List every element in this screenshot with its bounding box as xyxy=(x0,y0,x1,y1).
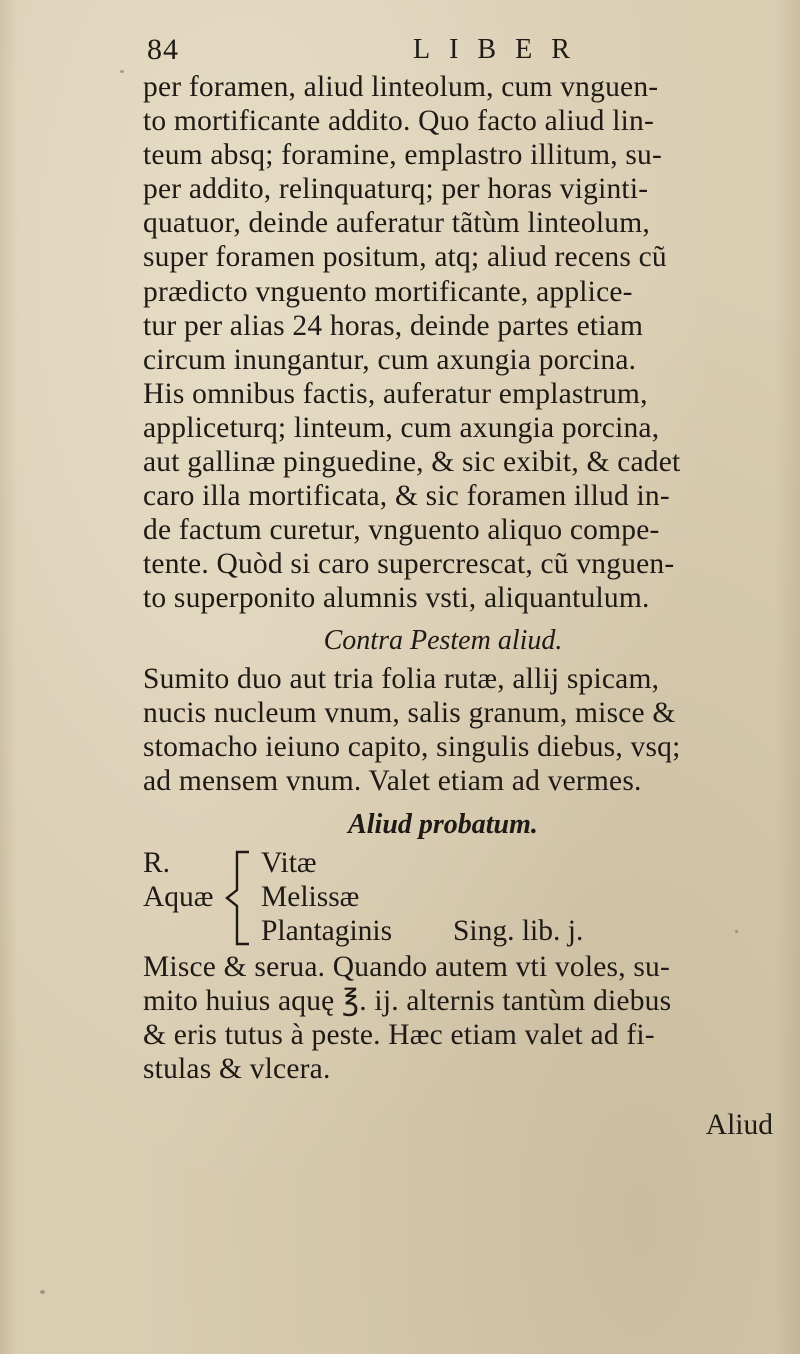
text-line: to mortificante addito. Quo facto aliud lin- xyxy=(143,105,654,138)
brace-icon xyxy=(223,850,253,946)
recipe-ingredient: Vitæ xyxy=(261,846,317,879)
text-line: to superponito alumnis vsti, aliquantulum. xyxy=(143,582,650,615)
paragraph-treatment xyxy=(143,70,783,616)
recipe-base: Aquæ xyxy=(143,880,214,913)
text-line: teum absq; foramine, emplastro illitum, su- xyxy=(143,139,663,172)
paragraph-instructions xyxy=(143,950,783,1086)
page-number: 84 xyxy=(147,33,179,66)
text-line: tur per alias 24 horas, deinde partes etiam xyxy=(143,309,644,342)
text-line: stomacho ieiuno capito, singulis diebus, vsq; xyxy=(143,730,681,763)
recipe-symbol: R. xyxy=(143,846,171,879)
text-line: Sumito duo aut tria folia rutæ, allij spicam, xyxy=(143,662,660,695)
paper-speck xyxy=(735,930,738,933)
text-line: prædicto vnguento mortificante, applice- xyxy=(143,275,633,308)
section-heading-contra-pestem: Contra Pestem aliud. xyxy=(323,624,563,656)
text-line: nucis nucleum vnum, salis granum, misce & xyxy=(143,696,676,729)
running-title: LIBER xyxy=(413,34,589,65)
text-line: & eris tutus à peste. Hæc etiam valet ad fi- xyxy=(143,1019,655,1052)
paragraph-remedy xyxy=(143,662,783,798)
text-line: per addito, relinquaturq; per horas viginti- xyxy=(143,173,649,206)
text-line: de factum curetur, vnguento aliquo compe- xyxy=(143,514,660,547)
text-line: ad mensem vnum. Valet etiam ad vermes. xyxy=(143,764,642,797)
text-line: per foramen, aliud linteolum, cum vnguen- xyxy=(143,71,659,103)
recipe-block xyxy=(143,846,783,950)
section-heading-aliud-probatum: Aliud probatum. xyxy=(348,808,538,840)
recipe-ingredient: Melissæ xyxy=(261,880,360,913)
running-head xyxy=(143,30,783,70)
book-page xyxy=(143,30,783,1142)
text-line: quatuor, deinde auferatur tãtùm linteolum, xyxy=(143,207,650,240)
text-line: mito huius aquę ℥. ij. alternis tantùm diebus xyxy=(143,984,672,1017)
text-line: stulas & vlcera. xyxy=(143,1053,331,1086)
paper-speck xyxy=(40,1290,45,1294)
recipe-dose: Sing. lib. j. xyxy=(453,914,584,947)
text-line: His omnibus factis, auferatur emplastrum, xyxy=(143,377,648,410)
text-line: Misce & serua. Quando autem vti voles, su- xyxy=(143,950,670,983)
text-line: tente. Quòd si caro supercrescat, cũ vnguen- xyxy=(143,548,675,581)
text-line: super foramen positum, atq; aliud recens cũ xyxy=(143,241,667,274)
text-line: circum inungantur, cum axungia porcina. xyxy=(143,343,637,376)
catchword: Aliud xyxy=(705,1109,773,1142)
text-line: appliceturq; linteum, cum axungia porcina, xyxy=(143,411,660,444)
paper-speck xyxy=(120,70,124,73)
text-line: aut gallinæ pinguedine, & sic exibit, & cadet xyxy=(143,446,681,479)
text-line: caro illa mortificata, & sic foramen illud in- xyxy=(143,480,670,513)
recipe-ingredient: Plantaginis xyxy=(261,914,393,947)
